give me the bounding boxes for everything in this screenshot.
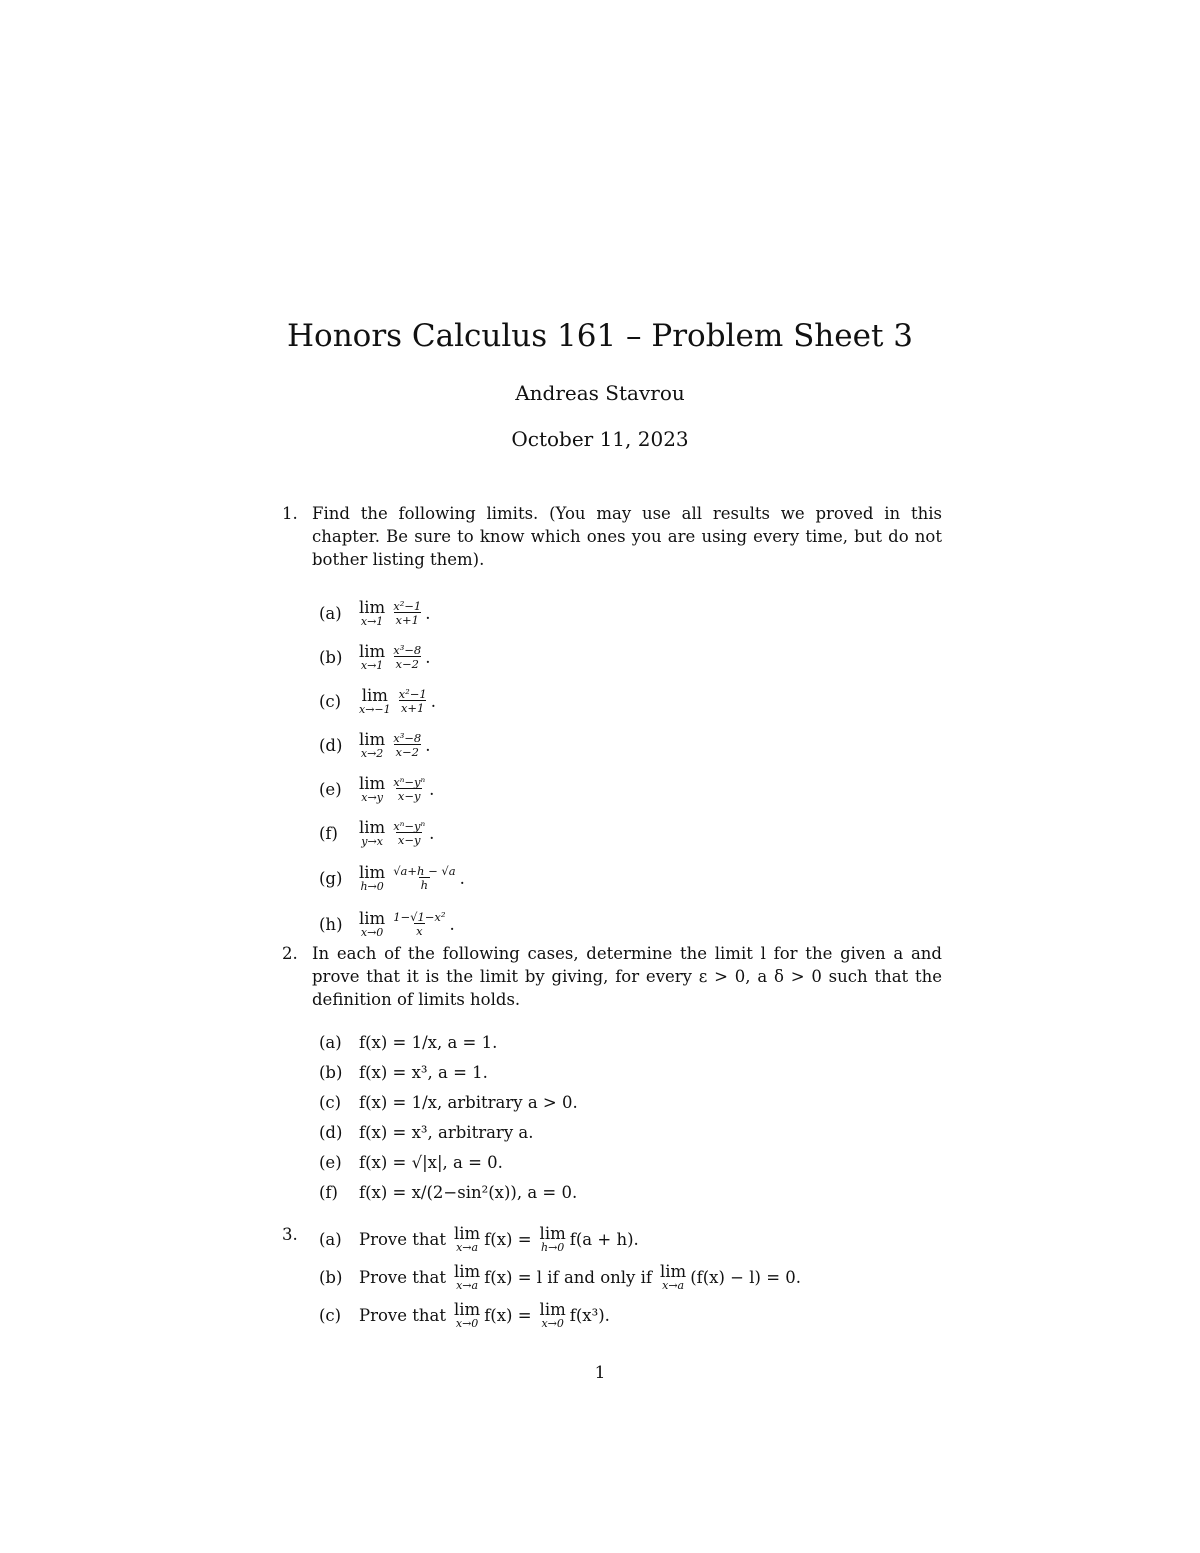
lim-word: lim xyxy=(453,1261,481,1281)
lim-sub: x→0 xyxy=(360,925,384,939)
numerator: xⁿ−yⁿ xyxy=(393,775,426,789)
denominator: x+1 xyxy=(400,701,425,715)
part-2e xyxy=(319,1147,942,1177)
lim-sub: y→x xyxy=(361,834,383,848)
lim-sub: x→2 xyxy=(360,746,384,760)
denominator: x−y xyxy=(397,833,421,847)
title-block xyxy=(0,318,1200,452)
problem-3 xyxy=(282,1220,942,1334)
tail: . xyxy=(425,735,431,755)
part-label: (b) xyxy=(319,647,343,667)
part-label: (e) xyxy=(319,1152,342,1172)
part-label: (d) xyxy=(319,735,343,755)
lim-word: lim xyxy=(539,1223,566,1243)
expression: f(x) = 1/x, arbitrary a > 0. xyxy=(359,1092,578,1112)
end-text: (f(x) − l) = 0. xyxy=(690,1267,802,1287)
limit xyxy=(359,773,386,804)
problem-number: 3. xyxy=(282,1225,298,1244)
part-2d xyxy=(319,1117,942,1147)
lim-sub: x→a xyxy=(456,1278,479,1292)
denominator: x+1 xyxy=(395,613,419,627)
limit xyxy=(453,1223,481,1254)
lim-word: lim xyxy=(660,1261,687,1281)
part-label: (h) xyxy=(319,914,343,934)
part-label: (d) xyxy=(319,1122,343,1142)
denominator: x−y xyxy=(397,789,421,803)
limit xyxy=(660,1261,687,1292)
numerator: x²−1 xyxy=(398,687,427,701)
problem-text: In each of the following cases, determine the limit l for the given a and prove that it is the limit by giving, for every ε > 0, a δ > 0 such that the definition of limits holds. xyxy=(312,944,942,1009)
lead-text: Prove that xyxy=(359,1229,446,1249)
tail: . xyxy=(459,868,465,888)
lim-sub: h→0 xyxy=(360,879,384,893)
page-title: Honors Calculus 161 – Problem Sheet 3 xyxy=(287,318,913,354)
numerator: 1−√1−x² xyxy=(393,910,446,924)
part-label: (c) xyxy=(319,691,342,711)
part-label: (a) xyxy=(319,1032,342,1052)
expression: f(x) = x/(2−sin²(x)), a = 0. xyxy=(359,1182,578,1202)
part-label: (c) xyxy=(319,1092,342,1112)
limit xyxy=(359,862,386,893)
tail: . xyxy=(429,779,435,799)
part-label: (e) xyxy=(319,779,342,799)
lead-text: Prove that xyxy=(359,1267,446,1287)
lim-sub: x→1 xyxy=(360,658,384,672)
tail: . xyxy=(430,691,436,711)
expression: f(x) = x³, a = 1. xyxy=(359,1062,488,1082)
numerator: x³−8 xyxy=(393,643,422,657)
fraction xyxy=(391,732,423,758)
part-label: (a) xyxy=(319,1229,342,1249)
problem-1-parts xyxy=(312,591,942,947)
fraction xyxy=(391,820,427,846)
limit xyxy=(359,729,386,760)
lim-sub: x→a xyxy=(456,1240,479,1254)
tail: . xyxy=(449,914,455,934)
part-2a xyxy=(319,1027,942,1057)
page-number: 1 xyxy=(594,1363,606,1383)
lim-word: lim xyxy=(359,862,386,882)
expression: f(x) = 1/x, a = 1. xyxy=(359,1032,498,1052)
problem-number: 2. xyxy=(282,944,298,963)
limit xyxy=(359,597,386,628)
fraction xyxy=(391,776,427,802)
end-text: f(a + h). xyxy=(569,1229,639,1249)
date: October 11, 2023 xyxy=(511,427,689,451)
part-1g xyxy=(319,855,942,901)
part-1a xyxy=(319,591,942,635)
author: Andreas Stavrou xyxy=(515,381,685,405)
end-text: f(x³). xyxy=(569,1305,610,1325)
problem-2-parts xyxy=(312,1027,942,1207)
part-label: (a) xyxy=(319,603,342,623)
limit xyxy=(359,685,391,716)
part-3a xyxy=(319,1220,942,1258)
part-1d xyxy=(319,723,942,767)
lim-sub: x→0 xyxy=(455,1316,479,1330)
part-1b xyxy=(319,635,942,679)
part-label: (c) xyxy=(319,1305,342,1325)
part-2f xyxy=(319,1177,942,1207)
tail: . xyxy=(429,823,435,843)
fraction xyxy=(391,911,447,937)
lim-sub: x→a xyxy=(662,1278,685,1292)
tail: . xyxy=(425,647,431,667)
numerator: xⁿ−yⁿ xyxy=(393,819,426,833)
part-3b xyxy=(319,1258,942,1296)
mid-text: f(x) = xyxy=(484,1305,532,1325)
numerator: x³−8 xyxy=(393,731,422,745)
fraction xyxy=(391,644,423,670)
expression: f(x) = x³, arbitrary a. xyxy=(359,1122,534,1142)
lim-word: lim xyxy=(453,1299,481,1319)
lim-word: lim xyxy=(359,773,386,793)
mid-text: f(x) = l if and only if xyxy=(484,1267,652,1287)
part-2b xyxy=(319,1057,942,1087)
part-label: (f) xyxy=(319,823,338,843)
part-1e xyxy=(319,767,942,811)
limit xyxy=(359,908,386,939)
lim-word: lim xyxy=(359,817,386,837)
denominator: x−2 xyxy=(395,657,419,671)
lim-word: lim xyxy=(359,597,386,617)
limit xyxy=(453,1299,481,1330)
lim-word: lim xyxy=(361,685,388,705)
lim-sub: x→−1 xyxy=(359,702,391,716)
limit xyxy=(539,1223,566,1254)
denominator: x xyxy=(416,924,423,938)
denominator: h xyxy=(420,878,429,892)
problem-3-parts xyxy=(312,1220,942,1334)
part-label: (f) xyxy=(319,1182,338,1202)
lim-word: lim xyxy=(359,729,386,749)
limit xyxy=(359,817,386,848)
fraction xyxy=(391,600,423,626)
lim-word: lim xyxy=(359,908,386,928)
expression: f(x) = √|x|, a = 0. xyxy=(359,1152,503,1172)
lim-sub: x→y xyxy=(361,790,383,804)
lead-text: Prove that xyxy=(359,1305,446,1325)
problem-1 xyxy=(282,502,942,947)
numerator: x²−1 xyxy=(393,599,422,613)
problem-2 xyxy=(282,942,942,1207)
limit xyxy=(453,1261,481,1292)
part-1c xyxy=(319,679,942,723)
lim-word: lim xyxy=(539,1299,566,1319)
mid-text: f(x) = xyxy=(484,1229,532,1249)
numerator: √a+h − √a xyxy=(393,864,456,878)
lim-sub: x→0 xyxy=(541,1316,564,1330)
fraction xyxy=(391,865,457,891)
part-label: (b) xyxy=(319,1062,343,1082)
lim-sub: h→0 xyxy=(540,1240,565,1254)
part-1f xyxy=(319,811,942,855)
denominator: x−2 xyxy=(395,745,419,759)
part-2c xyxy=(319,1087,942,1117)
limit xyxy=(539,1299,566,1330)
part-label: (g) xyxy=(319,868,343,888)
lim-word: lim xyxy=(453,1223,481,1243)
part-1h xyxy=(319,901,942,947)
limit xyxy=(359,641,386,672)
problem-number: 1. xyxy=(282,504,298,523)
tail: . xyxy=(425,603,431,623)
lim-sub: x→1 xyxy=(360,614,384,628)
part-3c xyxy=(319,1296,942,1334)
part-label: (b) xyxy=(319,1267,343,1287)
lim-word: lim xyxy=(359,641,386,661)
problem-text: Find the following limits. (You may use all results we proved in this chapter. Be sure to know which ones you are using every time, but do not bother listing them). xyxy=(312,504,942,569)
fraction xyxy=(397,688,429,714)
